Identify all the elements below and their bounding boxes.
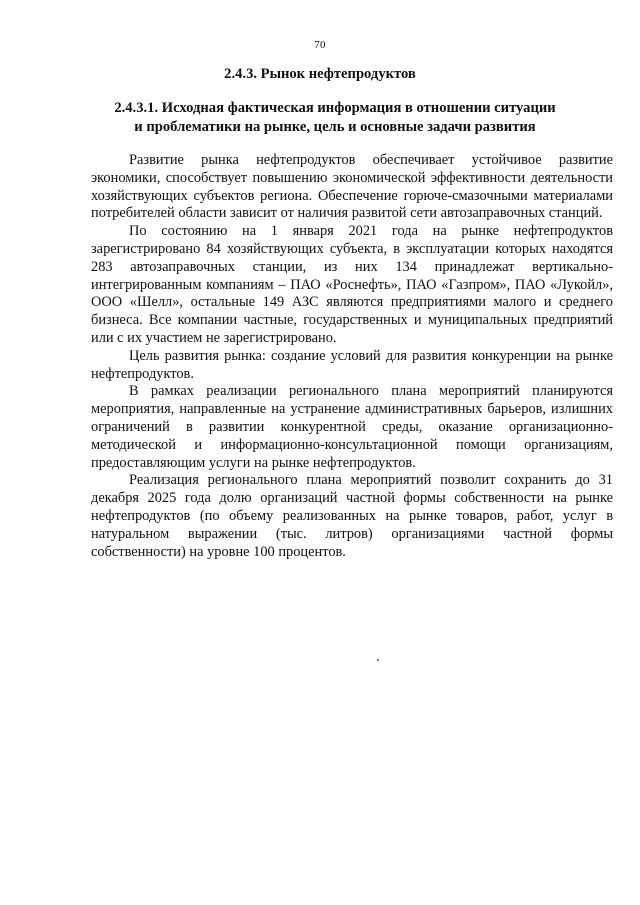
page-number: 70 <box>314 39 326 51</box>
subsection-title <box>100 99 570 137</box>
subsection-title-line-2: и проблематики на рынке, цель и основные задачи развития <box>134 119 536 135</box>
scan-speck <box>377 659 379 661</box>
paragraph-3: Цель развития рынка: создание условий для развития конкуренции на рынке нефтепродуктов. <box>91 347 613 382</box>
paragraph-5: Реализация регионального плана мероприятий позволит сохранить до 31 декабря 2025 года долю организаций частной формы собственности на рынке нефтепродуктов (по объему реализованных на рынке товаров, работ, услуг в натуральном выражении (тыс. литров) организациями частной формы собственности) на уровне 100 процентов. <box>91 472 613 560</box>
body-text <box>91 152 613 561</box>
paragraph-1: Развитие рынка нефтепродуктов обеспечивает устойчивое развитие экономики, способствует повышению экономической эффективности деятельности хозяйствующих субъектов региона. Обеспечение горюче-смазочными материалами потребителей области зависит от наличия развитой сети автозаправочных станций. <box>91 152 613 222</box>
paragraph-4: В рамках реализации регионального плана мероприятий планируются мероприятия, направленные на устранение административных барьеров, излишних ограничений в развитии конкурентной среды, оказание организационно-методической и информационно-консультационной помощи организациям, предоставляющим услуги на рынке нефтепродуктов. <box>91 383 613 471</box>
section-title: 2.4.3. Рынок нефтепродуктов <box>224 66 416 82</box>
paragraph-2: По состоянию на 1 января 2021 года на рынке нефтепродуктов зарегистрировано 84 хозяйствующих субъекта, в эксплуатации которых находятся 283 автозаправочных станции, из них 134 принадлежат вертикально-интегрированным компаниям – ПАО «Роснефть», ПАО «Газпром», ПАО «Лукойл», ООО «Шелл», остальные 149 АЗС являются предприятиями малого и среднего бизнеса. Все компании частные, государственных и муниципальных предприятий или с их участием не зарегистрировано. <box>91 223 613 346</box>
subsection-title-line-1: 2.4.3.1. Исходная фактическая информация в отношении ситуации <box>114 100 556 116</box>
